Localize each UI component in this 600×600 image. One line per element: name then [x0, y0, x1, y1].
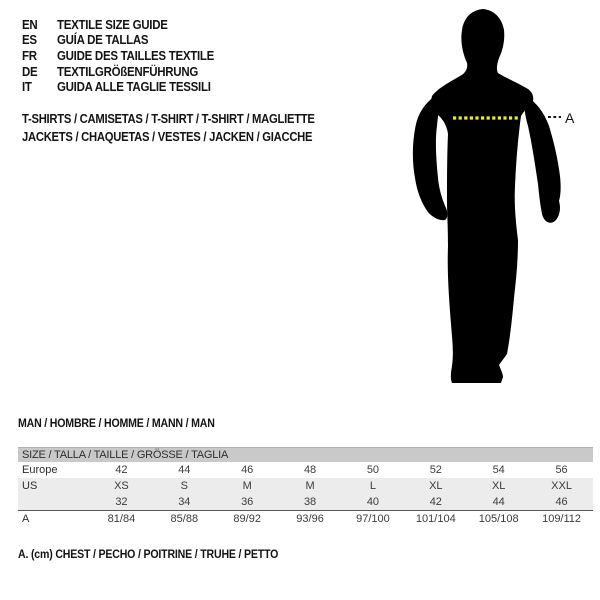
- size-cell: 105/108: [478, 513, 519, 525]
- language-row-fr: [22, 48, 214, 64]
- size-cell: 81/84: [107, 513, 136, 525]
- language-code: FR: [22, 48, 37, 63]
- size-cell: M: [305, 480, 315, 492]
- size-cell: 48: [303, 464, 317, 476]
- size-cell: L: [369, 480, 376, 492]
- row-label: Europe: [22, 464, 58, 476]
- size-cell: XXL: [551, 480, 572, 492]
- language-list: [22, 17, 214, 95]
- size-cell: 32: [115, 496, 128, 508]
- size-cell: 46: [555, 496, 568, 508]
- size-cell: 97/100: [356, 513, 390, 525]
- language-title: GUIDA ALLE TAGLIE TESSILI: [56, 80, 211, 95]
- language-row-it: [22, 79, 214, 95]
- measure-footnote: A. (cm) CHEST / PECHO / POITRINE / TRUHE / PETTO: [18, 549, 279, 561]
- row-label: US: [22, 480, 38, 492]
- size-cell: 36: [241, 496, 254, 508]
- size-cell: 42: [429, 496, 442, 508]
- measure-label-a: A: [565, 110, 575, 126]
- size-table-header: SIZE / TALLA / TAILLE / GRÖSSE / TAGLIA: [18, 447, 593, 462]
- row-label: A: [22, 513, 30, 525]
- table-row-chest: [18, 510, 593, 527]
- man-silhouette-figure: [402, 6, 592, 388]
- language-title: TEXTILGRÖßENFÜHRUNG: [56, 64, 199, 79]
- row-label: [18, 494, 90, 510]
- size-cell: 46: [241, 464, 254, 476]
- size-cell: 109/112: [542, 513, 582, 525]
- size-cell: 52: [429, 464, 442, 476]
- size-cell: M: [242, 480, 252, 492]
- size-cell: 50: [366, 464, 380, 476]
- size-cell: 38: [303, 496, 317, 508]
- language-row-de: [22, 64, 214, 80]
- language-title: GUIDE DES TAILLES TEXTILE: [56, 48, 215, 63]
- size-cell: 34: [178, 496, 191, 508]
- language-row-en: [22, 17, 214, 33]
- size-cell: XL: [429, 480, 443, 492]
- size-cell: S: [180, 480, 188, 492]
- size-cell: XL: [491, 480, 506, 492]
- size-cell: 40: [366, 496, 380, 508]
- language-title: GUÍA DE TALLAS: [56, 33, 149, 48]
- man-body-shape: [431, 9, 533, 383]
- size-cell: 85/88: [170, 513, 199, 525]
- language-row-es: [22, 33, 214, 49]
- size-cell: 56: [555, 464, 568, 476]
- size-cell: 93/96: [296, 513, 324, 525]
- size-cell: 101/104: [415, 513, 456, 525]
- size-cell: 44: [178, 464, 191, 476]
- garment-categories: [22, 110, 315, 146]
- language-code: IT: [22, 80, 32, 95]
- table-row-us: [18, 478, 593, 494]
- language-title: TEXTILE SIZE GUIDE: [56, 17, 168, 32]
- language-code: DE: [22, 64, 38, 79]
- table-row-uk: [18, 494, 593, 510]
- size-cell: 44: [492, 496, 505, 508]
- table-row-europe: [18, 462, 593, 478]
- category-tshirts: T-SHIRTS / CAMISETAS / T-SHIRT / T-SHIRT / MAGLIETTE: [22, 112, 315, 126]
- section-title-man: MAN / HOMBRE / HOMME / MANN / MAN: [18, 418, 215, 430]
- size-table: [18, 447, 593, 527]
- size-cell: 42: [115, 464, 128, 476]
- size-cell: 54: [492, 464, 505, 476]
- category-jackets: JACKETS / CHAQUETAS / VESTES / JACKEN / GIACCHE: [22, 130, 313, 144]
- language-code: ES: [22, 33, 37, 48]
- size-cell: XS: [114, 480, 129, 492]
- size-cell: 89/92: [233, 513, 261, 525]
- man-right-arm-shape: [524, 96, 561, 223]
- language-code: EN: [22, 17, 38, 32]
